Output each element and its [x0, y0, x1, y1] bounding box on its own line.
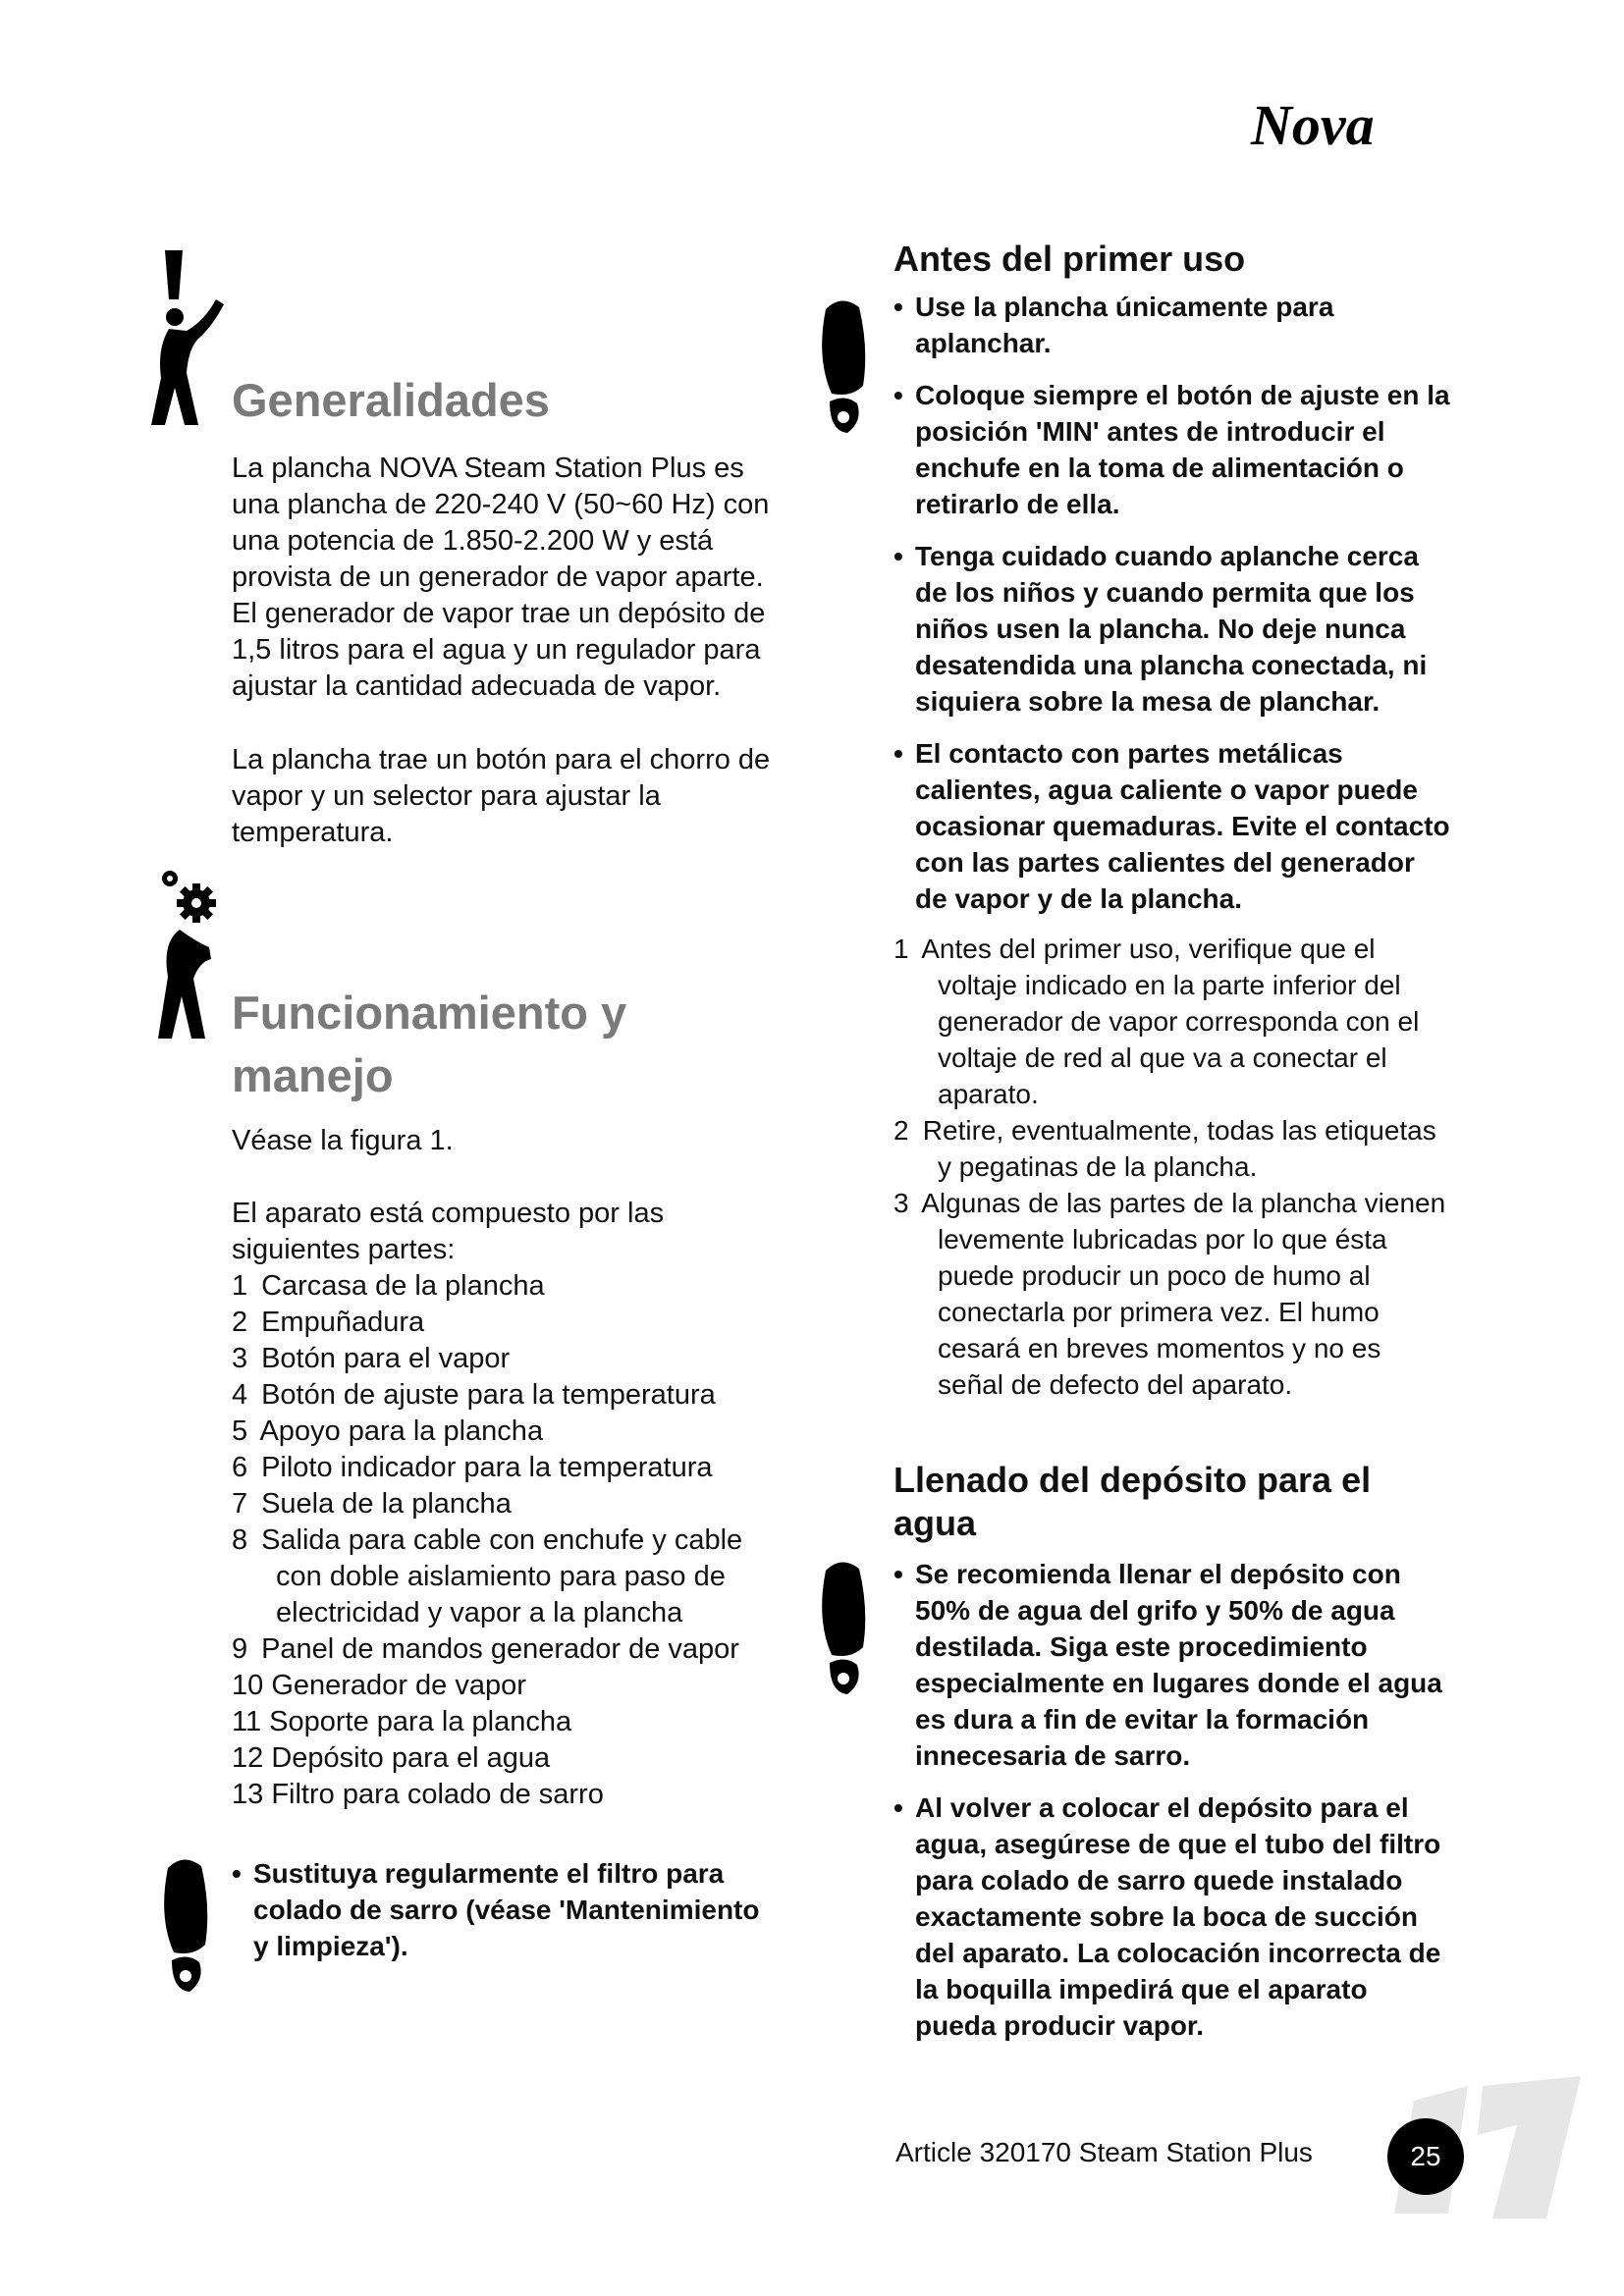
warning-list-antes: [893, 289, 1453, 933]
list-item: 2 Retire, eventualmente, todas las etiquetas y pegatinas de la plancha.: [893, 1115, 1436, 1182]
section-title-funcionamiento: [232, 982, 626, 1107]
steps-list-antes: [893, 931, 1453, 1403]
nova-logo: [1247, 93, 1463, 162]
list-item: 4 Botón de ajuste para la temperatura: [232, 1379, 716, 1411]
list-item: 5 Apoyo para la plancha: [232, 1415, 544, 1447]
list-item: 9 Panel de mandos generador de vapor: [232, 1633, 739, 1665]
warning-icon: [812, 299, 871, 437]
gears-person-icon: [152, 869, 231, 1041]
attention-person-icon: [147, 250, 231, 427]
warning-item: • Al volver a colocar el depósito para el agua, asegúrese de que el tubo del filtro para colado de sarro quede instalado exactamente sobre la boca de succión del aparato. La colocación incorrecta de la boquilla impedirá que el aparato pueda producir vapor.: [893, 1789, 1453, 2044]
warning-item: • Use la plancha únicamente para aplanchar.: [893, 289, 1453, 361]
list-item: 8 Salida para cable con enchufe y cable con doble aislamiento para paso de electricidad y vapor a la plancha: [232, 1524, 743, 1629]
warning-list-filter: [232, 1855, 762, 1980]
list-item: 1 Carcasa de la plancha: [232, 1270, 545, 1302]
heading-line-2: agua: [893, 1503, 977, 1543]
list-item: 3 Algunas de las partes de la plancha vienen levemente lubricadas por lo que ésta puede producir un poco de humo al conectarla por primera vez. El humo cesará en breves momentos y no es señal de defecto del aparato.: [893, 1188, 1446, 1400]
title-line-1: Funcionamiento y: [232, 987, 627, 1039]
parts-list: [232, 1268, 762, 1813]
title-line-2: manejo: [232, 1049, 394, 1101]
list-item: 7 Suela de la plancha: [232, 1488, 512, 1520]
heading-antes-primer-uso: Antes del primer uso: [893, 239, 1246, 279]
warning-item: • Se recomienda llenar el depósito con 50% de agua del grifo y 50% de agua destilada. Siga este procedimiento especialmente en lugares donde el agua es dura a fin de evitar la formación innecesaria de sarro.: [893, 1556, 1453, 1774]
warning-list-llenado: [893, 1556, 1453, 2059]
warning-item: • Coloque siempre el botón de ajuste en la posición 'MIN' antes de introducir el enchufe en la toma de alimentación o retirarlo de ella.: [893, 377, 1453, 522]
list-item: 12 Depósito para el agua: [232, 1742, 551, 1774]
list-item: 11 Soporte para la plancha: [232, 1706, 572, 1737]
svg-text:Nova: Nova: [1251, 93, 1375, 157]
page-number-badge: 25: [1387, 2118, 1464, 2195]
parts-intro: El aparato está compuesto por las siguientes partes:: [232, 1198, 665, 1265]
list-item: 6 Piloto indicador para la temperatura: [232, 1452, 713, 1483]
warning-icon: [154, 1858, 213, 1996]
warning-icon: [812, 1561, 871, 1698]
list-item: 2 Empuñadura: [232, 1307, 425, 1338]
heading-llenado: [893, 1459, 1483, 1545]
warning-item: • Sustituya regularmente el filtro para colado de sarro (véase 'Mantenimiento y limpieza').: [232, 1855, 762, 1964]
list-item: 1 Antes del primer uso, verifique que el voltaje indicado en la parte inferior del generador de vapor corresponda con el voltaje de red al que va a conectar el aparato.: [893, 934, 1420, 1109]
warning-item: • El contacto con partes metálicas calientes, agua caliente o vapor puede ocasionar quemaduras. Evite el contacto con las partes calientes del generador de vapor y de la plancha.: [893, 735, 1453, 917]
heading-line-1: Llenado del depósito para el: [893, 1460, 1372, 1500]
section-title-generalidades: Generalidades: [232, 374, 550, 426]
list-item: 13 Filtro para colado de sarro: [232, 1779, 604, 1810]
footer-article-text: Article 320170 Steam Station Plus: [895, 2137, 1313, 2167]
see-figure-text: Véase la figura 1.: [232, 1125, 454, 1156]
warning-item: • Tenga cuidado cuando aplanche cerca de los niños y cuando permita que los niños usen la plancha. No deje nunca desatendida una plancha conectada, ni siquiera sobre la mesa de planchar.: [893, 538, 1453, 720]
generalidades-paragraph-2: La plancha trae un botón para el chorro de vapor y un selector para ajustar la temperatura.: [232, 744, 771, 848]
list-item: 10 Generador de vapor: [232, 1670, 526, 1701]
list-item: 3 Botón para el vapor: [232, 1343, 511, 1374]
nova-logo-mark: [1247, 93, 1463, 162]
generalidades-paragraph-1: La plancha NOVA Steam Station Plus es una plancha de 220-240 V (50~60 Hz) con una potencia de 1.850-2.200 W y está provista de un generador de vapor aparte. El generador de vapor trae un depósito de 1,5 litros para el agua y un regulador para ajustar la cantidad adecuada de vapor.: [232, 453, 770, 702]
